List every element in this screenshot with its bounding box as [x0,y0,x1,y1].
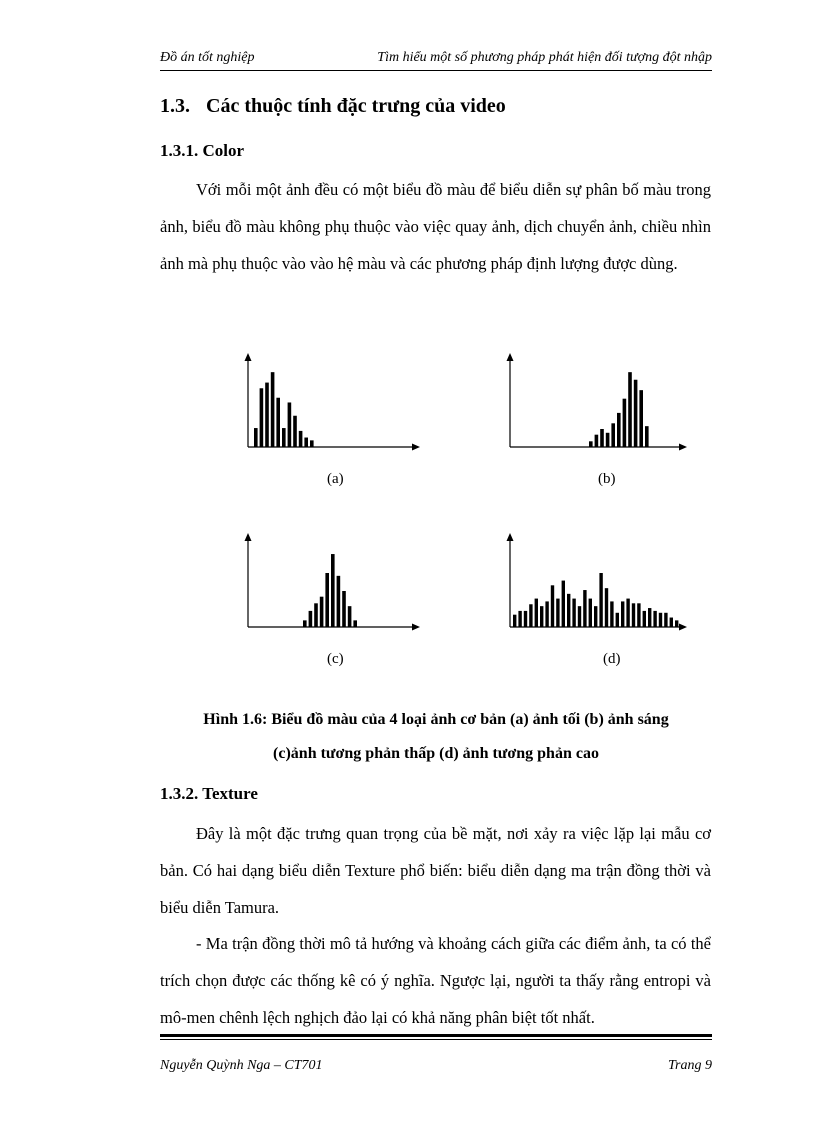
footer-rule-thick [160,1034,712,1037]
histogram-a-bar [304,438,308,447]
footer-rule-thin [160,1039,712,1040]
histogram-b-x-arrow [679,444,687,451]
histogram-d-bar [621,601,624,627]
histogram-d-bar [583,590,586,627]
histogram-d-bar [632,603,635,627]
histogram-a-bar [310,440,314,447]
histogram-d-bar [643,611,646,627]
footer-author: Nguyễn Quỳnh Nga – CT701 [160,1058,323,1073]
histogram-d-bar [513,615,516,627]
histogram-c-bar [342,591,346,627]
histogram-d-bar [670,618,673,627]
subsection-color-title: 1.3.1. Color [160,141,245,160]
histogram-d-bar [610,601,613,627]
histogram-d-bar [675,620,678,627]
histogram-b-bar [623,399,627,447]
histogram-d-bar [545,601,548,627]
histogram-b-bar [589,441,593,447]
histogram-d-bar [562,581,565,627]
histogram-c-bar [331,554,335,627]
histogram-b-bar [600,429,604,447]
histogram-a-bar [288,402,292,447]
histogram-a-bar [282,428,286,447]
histogram-a-bar [276,398,280,447]
section-title: Các thuộc tính đặc trưng của video [206,95,506,117]
histogram-a-bar [254,428,258,447]
histogram-c-bar [303,620,307,627]
header-right: Tìm hiểu một số phương pháp phát hiện đối tượng đột nhập [377,50,712,65]
histogram-d-bar [616,613,619,627]
histogram-c-bar [337,576,341,627]
figure-caption-line2: (c)ảnh tương phản thấp (d) ảnh tương phản cao [273,745,599,762]
histogram-c-bar [320,597,324,627]
histogram-a-y-arrow [245,353,252,361]
histogram-d-x-arrow [679,624,687,631]
histogram-b-bar [611,423,615,447]
histogram-d-bar [626,599,629,627]
section-heading [160,95,506,118]
histogram-c-bar [348,606,352,627]
histogram-b-bar [639,390,643,447]
figure-label-a: (a) [327,471,344,487]
histogram-d-bar [518,611,521,627]
histogram-d-bar [594,606,597,627]
histogram-b-bar [628,372,632,447]
subsection-texture-title: 1.3.2. Texture [160,784,258,803]
histogram-d-bar [540,606,543,627]
histogram-d-bar [664,613,667,627]
histogram-d-bar [653,611,656,627]
color-paragraph: Với mỗi một ảnh đều có một biểu đồ màu để biểu diễn sự phân bố màu trong ảnh, biểu đồ màu không phụ thuộc vào việc quay ảnh, dịch chuyển ảnh, chiều nhìn ảnh mà phụ thuộc vào vào hệ màu và các phương pháp định lượng được dùng. [160,180,711,273]
histogram-d-bar [567,594,570,627]
histogram-c-bar [309,611,313,627]
histogram-a-x-arrow [412,444,420,451]
section-number: 1.3. [160,95,190,117]
texture-paragraph-1: Đây là một đặc trưng quan trọng của bề mặt, nơi xảy ra việc lặp lại mẫu cơ bản. Có hai dạng biểu diễn Texture phổ biến: biểu diễn dạng ma trận đồng thời và biểu diễn Tamura. [160,824,711,917]
histogram-a-bar [265,383,269,447]
histogram-b-bar [645,426,649,447]
histogram-d-bar [572,599,575,627]
histogram-d-bar [524,611,527,627]
histogram-c-bar [353,620,357,627]
histogram-d-bar [551,585,554,627]
histogram-d-bar [605,588,608,627]
histogram-d-bar [556,599,559,627]
histogram-a-bar [260,388,264,447]
histogram-c-y-arrow [245,533,252,541]
histogram-c-bar [314,603,318,627]
histogram-b-bar [595,435,599,447]
figure-label-b: (b) [598,471,616,487]
histogram-d-bar [659,613,662,627]
histogram-b-y-arrow [507,353,514,361]
header-left: Đồ án tốt nghiệp [160,50,255,65]
histogram-c-bar [325,573,329,627]
histogram-d-bar [648,608,651,627]
histogram-a-bar [293,416,297,447]
histogram-figure [160,340,712,680]
histogram-c-x-arrow [412,624,420,631]
histogram-svg [160,340,712,680]
histogram-d-bar [529,604,532,627]
figure-caption-line1: Hình 1.6: Biểu đồ màu của 4 loại ảnh cơ bản (a) ảnh tối (b) ảnh sáng [203,711,669,728]
histogram-b-bar [617,413,621,447]
histogram-b-bar [606,433,610,447]
texture-paragraph-2: - Ma trận đồng thời mô tả hướng và khoảng cách giữa các điểm ảnh, ta có thể trích chọn được các thống kê có ý nghĩa. Ngược lại, người ta thấy rằng entropi và mô-men chênh lệch nghịch đảo lại có khả năng phân biệt tốt nhất. [160,934,711,1027]
histogram-d-bar [578,606,581,627]
header-rule [160,70,712,71]
figure-label-c: (c) [327,651,344,667]
histogram-a-bar [299,431,303,447]
histogram-d-bar [637,603,640,627]
footer-page-number: Trang 9 [668,1058,712,1073]
histogram-d-y-arrow [507,533,514,541]
histogram-a-bar [271,372,275,447]
histogram-d-bar [589,599,592,627]
histogram-d-bar [535,599,538,627]
histogram-b-bar [634,380,638,447]
histogram-d-bar [599,573,602,627]
figure-label-d: (d) [603,651,621,667]
